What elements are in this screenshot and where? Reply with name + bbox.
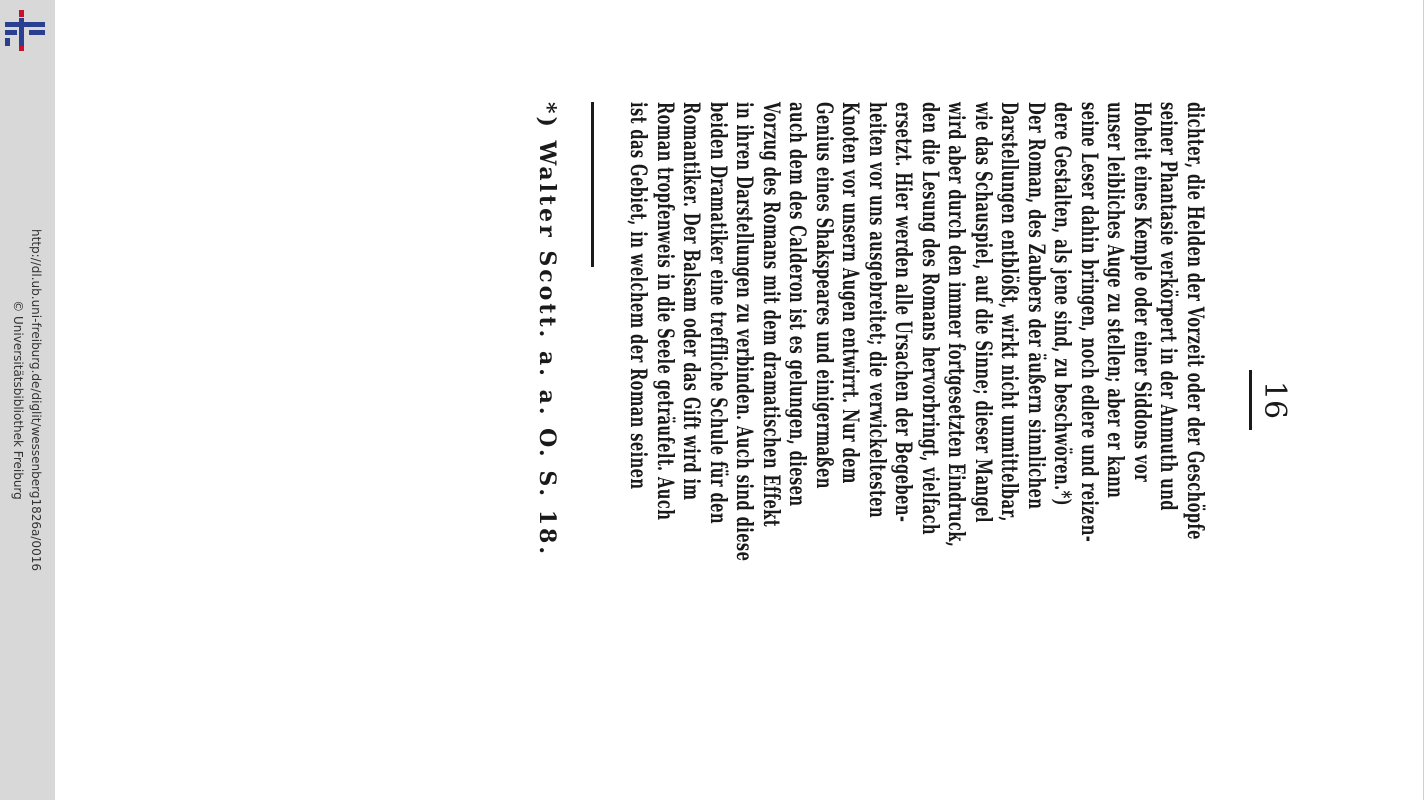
archive-url: http://dl.ub.uni-freiburg.de/diglit/wessenberg1826a/0016	[29, 229, 43, 571]
text-line: Knoten vor unsern Augen entwirrt. Nur dem	[837, 102, 864, 484]
text-line: seine Leser dahin bringen, noch edlere und reizen-	[1076, 102, 1102, 543]
text-line: seiner Phantasie verkörpert in der Anmuth und	[1155, 102, 1182, 511]
text-line: Darstellungen entblößt, wirkt nicht unmittelbar,	[996, 102, 1023, 522]
text-line: den die Lesung des Romans hervorbringt, vielfach	[917, 102, 943, 535]
text-line: heiten vor uns ausgebreitet; die verwickeltesten	[864, 102, 890, 518]
text-line: Vorzug des Romans mit dem dramatischen Effekt	[758, 102, 784, 527]
footnote: *) Walter Scott. a. a. O. S. 18.	[534, 102, 560, 558]
viewer-border	[1423, 0, 1424, 800]
text-line: Genius eines Shakspeares und einigermaßen	[811, 102, 837, 489]
text-line: dere Gestalten, als jene sind, zu beschwören.*)	[1049, 102, 1076, 507]
text-line: dichter, die Helden der Vorzeit oder der Geschöpfe	[1182, 102, 1208, 540]
footnote-rule	[591, 102, 594, 267]
text-line: Hoheit eines Kemple oder einer Siddons vor	[1129, 102, 1155, 483]
body-text	[625, 102, 1208, 800]
text-line: ist das Gebiet, in welchem der Roman seinen	[625, 102, 652, 490]
text-line: in ihren Darstellungen zu verbinden. Auch sind diese	[731, 102, 758, 562]
text-line: ersetzt. Hier werden alle Ursachen der Begeben-	[890, 102, 917, 523]
text-line: auch dem des Calderon ist es gelungen, diesen	[784, 102, 811, 507]
text-line: unser leibliches Auge zu stellen; aber er kann	[1102, 102, 1129, 499]
page-number-rule	[1249, 370, 1252, 430]
text-line: wird aber durch den immer fortgesetzten Eindruck,	[943, 102, 970, 548]
archive-copyright: © Universitätsbibliothek Freiburg	[11, 300, 25, 500]
text-line: beiden Dramatiker eine treffliche Schule für den	[705, 102, 731, 524]
text-line: Roman tropfenweis in die Seele geträufelt. Auch	[652, 102, 678, 521]
archive-sidebar	[0, 0, 55, 800]
library-logo-icon	[3, 8, 47, 52]
text-line: Der Roman, des Zaubers der äußern sinnlichen	[1023, 102, 1049, 510]
rotated-page-content	[280, 80, 1300, 720]
text-line: Romantiker. Der Balsam oder das Gift wird im	[678, 102, 705, 501]
text-line: wie das Schauspiel, auf die Sinne; dieser Mangel	[970, 102, 996, 523]
page-number: 16	[1257, 380, 1292, 420]
